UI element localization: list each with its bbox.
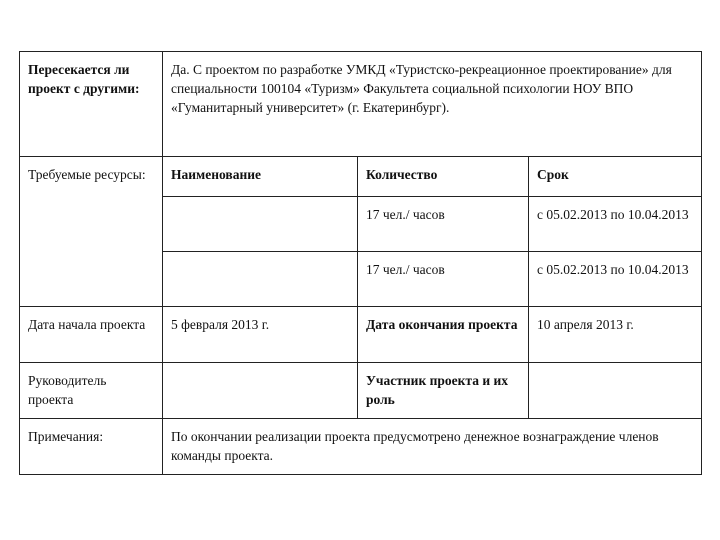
resources-item-term: с 05.02.2013 по 10.04.2013 [537,207,689,222]
resources-item-qty-cell [358,252,529,307]
row-leader [20,363,702,419]
resources-item-name-cell [163,197,358,252]
start-value-cell [163,307,358,363]
project-table [19,51,702,475]
leader-value-cell [163,363,358,419]
end-label-cell [358,307,529,363]
intersects-text-cell [163,52,702,157]
participant-label-cell [358,363,529,419]
start-label: Дата начала проекта [28,317,146,332]
intersects-label: Пересекается ли проект с другими: [28,62,140,96]
end-label: Дата окончания проекта [366,317,518,332]
resources-item-term-cell [529,197,702,252]
participant-label: Участник проекта и их роль [366,373,509,407]
intersects-label-cell [20,52,163,157]
intersects-text: Да. С проектом по разработке УМКД «Туристско-рекреационное проектирование» для специальности 100104 «Туризм» Факультета социальной психологии НОУ ВПО «Гуманитарный университет» (г. Екатеринбург). [171,62,672,115]
resources-label-cell [20,157,163,307]
resources-item-term-cell [529,252,702,307]
end-value: 10 апреля 2013 г. [537,317,634,332]
resources-label: Требуемые ресурсы: [28,167,146,182]
resources-item-qty-cell [358,197,529,252]
notes-label: Примечания: [28,429,104,444]
resources-col-term-cell [529,157,702,197]
resources-col-name: Наименование [171,167,261,182]
resources-item-qty: 17 чел./ часов [366,207,445,222]
participant-value-cell [529,363,702,419]
leader-label: Руководитель проекта [28,373,107,407]
resources-item-term: с 05.02.2013 по 10.04.2013 [537,262,689,277]
resources-col-term: Срок [537,167,569,182]
resources-col-qty-cell [358,157,529,197]
start-value: 5 февраля 2013 г. [171,317,270,332]
notes-text: По окончании реализации проекта предусмотрено денежное вознаграждение членов команды проекта. [171,429,659,463]
row-start [20,307,702,363]
resources-col-name-cell [163,157,358,197]
row-resources-header [20,157,702,197]
leader-label-cell [20,363,163,419]
notes-text-cell [163,419,702,475]
start-label-cell [20,307,163,363]
resources-col-qty: Количество [366,167,438,182]
notes-label-cell [20,419,163,475]
row-notes [20,419,702,475]
resources-item-name-cell [163,252,358,307]
resources-item-qty: 17 чел./ часов [366,262,445,277]
row-intersects [20,52,702,157]
end-value-cell [529,307,702,363]
